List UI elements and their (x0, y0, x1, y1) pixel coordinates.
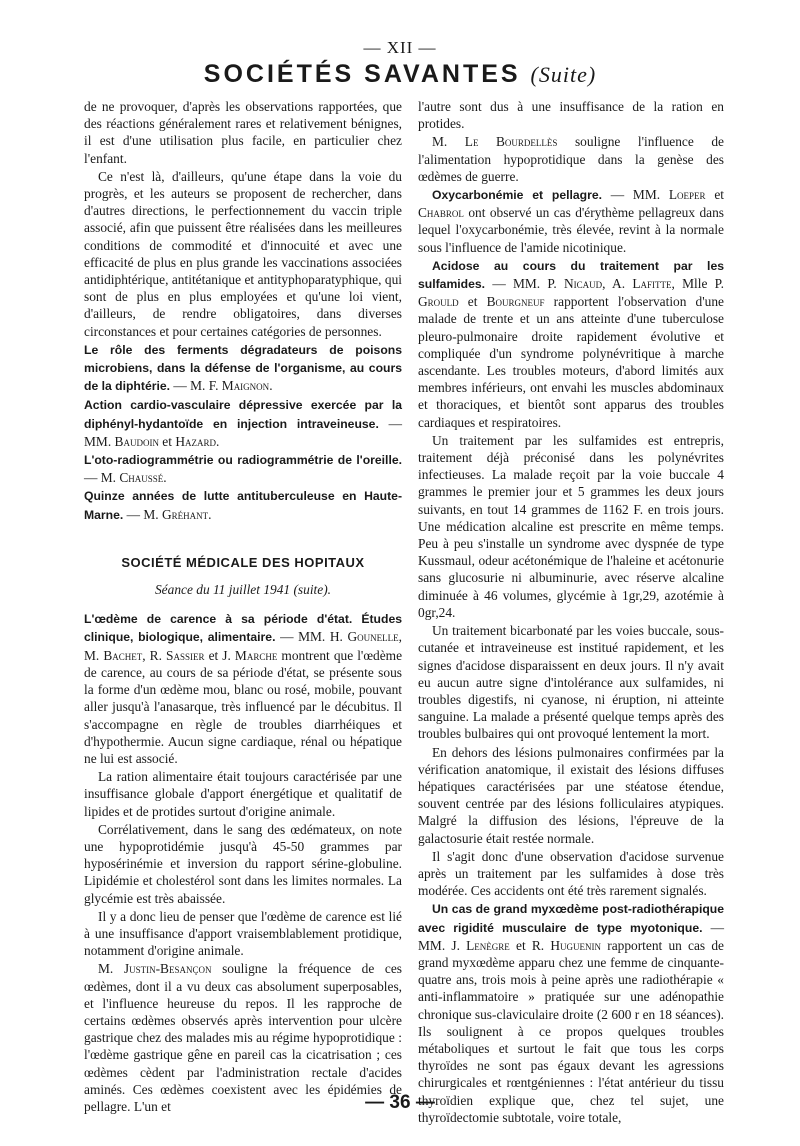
paragraph: Un traitement par les sulfamides est entrepris, traitement déjà préconisé dans les polynévrites infectieuses. La malade reçoit par la voie buccale 4 grammes le premier jour et 5 grammes les deux jours suivants, en tout 14 grammes de 1162 F. en trois jours. Une médication alcaline est prescrite en même temps. Peu à peu s'installe un syndrome avec dyspnée de type Kussmaul, odeur acétonémique de l'haleine et acétonurie sans glucosurie ni albuminurie, avec réserve alcaline diminuée à 46 volumes, glycémie à 1gr,29, azotémie à 0gr,24. (418, 432, 724, 620)
paragraph: l'autre sont dus à une insuffisance de la ration en protides. (418, 99, 724, 132)
title-text: SOCIÉTÉS SAVANTES (203, 60, 521, 88)
page-number-roman: — XII — (363, 38, 437, 57)
title-suffix: (Suite) (530, 62, 597, 87)
section-title: SOCIÉTÉ MÉDICALE DES HOPITAUX (121, 554, 365, 570)
paragraph: Il y a donc lieu de penser que l'œdème de carence est lié à une insuffisance d'apport vraisemblablement protidique, notamment d'origine animale. (84, 908, 402, 959)
communication-entry: Oxycarbonémie et pellagre. — MM. Loeper et Chabrol ont observé un cas d'érythème pellagreux dans lequel l'oxycarbonémie, très élevée, revint à la normale sous l'influence de l'amide nicotinique. (418, 187, 724, 255)
session-date: Séance du 11 juillet 1941 (suite). (154, 582, 332, 598)
page-title (0, 60, 800, 89)
communication-entry: L'œdème de carence à sa période d'état. Études clinique, biologique, alimentaire. — MM. H. Gounelle, M. Bachet, R. Sassier et J. Marche montrent que l'œdème de carence, au cours de sa période d'état, se présente sous la forme d'un œdème mou, blanc ou rosé, mobile, pouvant aller jusqu'à l'anasarque, très influencé par le décubitus. Il s'accompagne en règle de troubles diarrhéiques et d'hypothermie. Aucun signe cardiaque, rénal ou hépatique ne lui est associé. (84, 612, 403, 766)
communication-entry: Le rôle des ferments dégradateurs de poisons microbiens, dans la défense de l'organisme, au cours de la diphtérie. — M. F. Maignon. (84, 342, 402, 394)
left-column (84, 98, 402, 1116)
paragraph: Corrélativement, dans le sang des œdémateux, on note une hypoprotidémie jusqu'à 45-50 grammes par hyposérinémie et inversion du rapport sérine-globuline. Lipidémie et cholestérol sont dans les limites normales. La glycémie est très abaissée. (84, 821, 402, 906)
paragraph: de ne provoquer, d'après les observations rapportées, que des réactions généralement rares et relativement bénignes, il est d'une utilisation plus facile, en particulier chez l'enfant. (84, 99, 402, 166)
communication-entry: L'oto-radiogrammétrie ou radiogrammétrie de l'oreille. — M. Chaussé. (84, 453, 402, 486)
communication-entry: Acidose au cours du traitement par les sulfamides. — MM. P. Nicaud, A. Lafitte, Mlle P. Grould et Bourgneuf rapportent l'observation d'une malade de trente et un ans atteinte d'une tuberculose pleuro-pulmonaire droite rapidement évolutive et compliquée d'un syndrome polynévritique à marche ascendante. Les troubles moteurs, d'abord limités aux membres inférieurs, ont envahi les muscles abdominaux et thoraciques, et bientôt sont apparus des troubles cardiaques et respiratoires. (418, 258, 724, 430)
communication-entry: Quinze années de lutte antituberculeuse en Haute-Marne. — M. Gréhant. (84, 489, 402, 522)
right-column (418, 98, 724, 1127)
paragraph: En dehors des lésions pulmonaires confirmées par la vérification anatomique, il existait des lésions diffuses hépatiques caractérisées par une stéatose étendue, souvent centrée par des lésions folliculaires atypiques. Malgré la diffusion des lésions, l'épreuve de la galactosurie était restée normale. (418, 744, 724, 846)
paragraph: M. Justin-Besançon souligne la fréquence de ces œdèmes, dont il a vu deux cas absolument superposables, et l'influence heureuse du repos. Il les rapproche de certains œdèmes observés après intervention pour ulcère gastrique chez des malades mis au régime hypoprotidique : l'œdème gastrique gêne en pareil cas la cicatrisation ; ces œdèmes cèdent par l'administration rectale d'acides aminés. Ces œdèmes coexistent avec les épidémies de pellagre. L'un et (84, 961, 402, 1114)
paragraph: La ration alimentaire était toujours caractérisée par une insuffisance globale d'apport énergétique et qualitatif de lipides et de protides surtout d'origine animale. (84, 769, 402, 819)
communication-entry: Un cas de grand myxœdème post-radiothérapique avec rigidité musculaire de type myotonique. — MM. J. Lenègre et R. Huguenin rapportent un cas de grand myxœdème apparu chez une femme de cinquante-quatre ans, trois mois à peine après une radiothérapie « anti-inflammatoire » pratiquée sur une adénopathie chronique sus-claviculaire droite (2 600 r en 18 séances). Ils soulignent à ce propos quelques troubles métaboliques et surtout le fait que tous les corps thyroïdes ne sont pas égaux devant les agressions chirurgicales et rœntgéniennes : l'état antérieur du tissu thyroïdien explique que, chez tel sujet, une thyroïdectomie subtotale, voire totale, (418, 902, 725, 1125)
paragraph: Un traitement bicarbonaté par les voies buccale, sous-cutanée et intraveineuse est institué rapidement, et les signes d'acidose disparaissent en deux jours. Il n'y avait eu aucun autre signe d'intolérance aux sulfamides, ni troubles digestifs, ni cyanose, ni éruption, ni atteinte sanguine. La malade a présenté quelque temps après des troubles bulbaires qui ont provoqué lentement la mort. (418, 623, 724, 742)
page-number: — 36 — (365, 1092, 435, 1113)
paragraph: M. Le Bourdellès souligne l'influence de l'alimentation hypoprotidique dans la genèse des œdèmes de guerre. (418, 134, 724, 184)
communication-entry: Action cardio-vasculaire dépressive exercée par la diphényl-hydantoïde en injection intraveineuse. — MM. Baudoin et Hazard. (84, 398, 402, 449)
paragraph: Il s'agit donc d'une observation d'acidose survenue après un traitement par les sulfamides à dose très modérée. Ces accidents ont été très rarement signalés. (418, 848, 724, 899)
paragraph: Ce n'est là, d'ailleurs, qu'une étape dans la voie du progrès, et les auteurs se proposent de rechercher, dans d'autres directions, le perfectionnement du vaccin triple associé, afin que puissent être réalisées dans les meilleures conditions de commodité et d'innocuité et avec une efficacité de plus en plus grande les vaccinations associées antidiphtérique, antitétanique et antityphoparatyphique, qui sont de plus en plus employées et qu'une loi vient, d'ailleurs, de rendre obligatoires, dans diverses circonstances et pour certaines catégories de personnes. (84, 168, 402, 339)
